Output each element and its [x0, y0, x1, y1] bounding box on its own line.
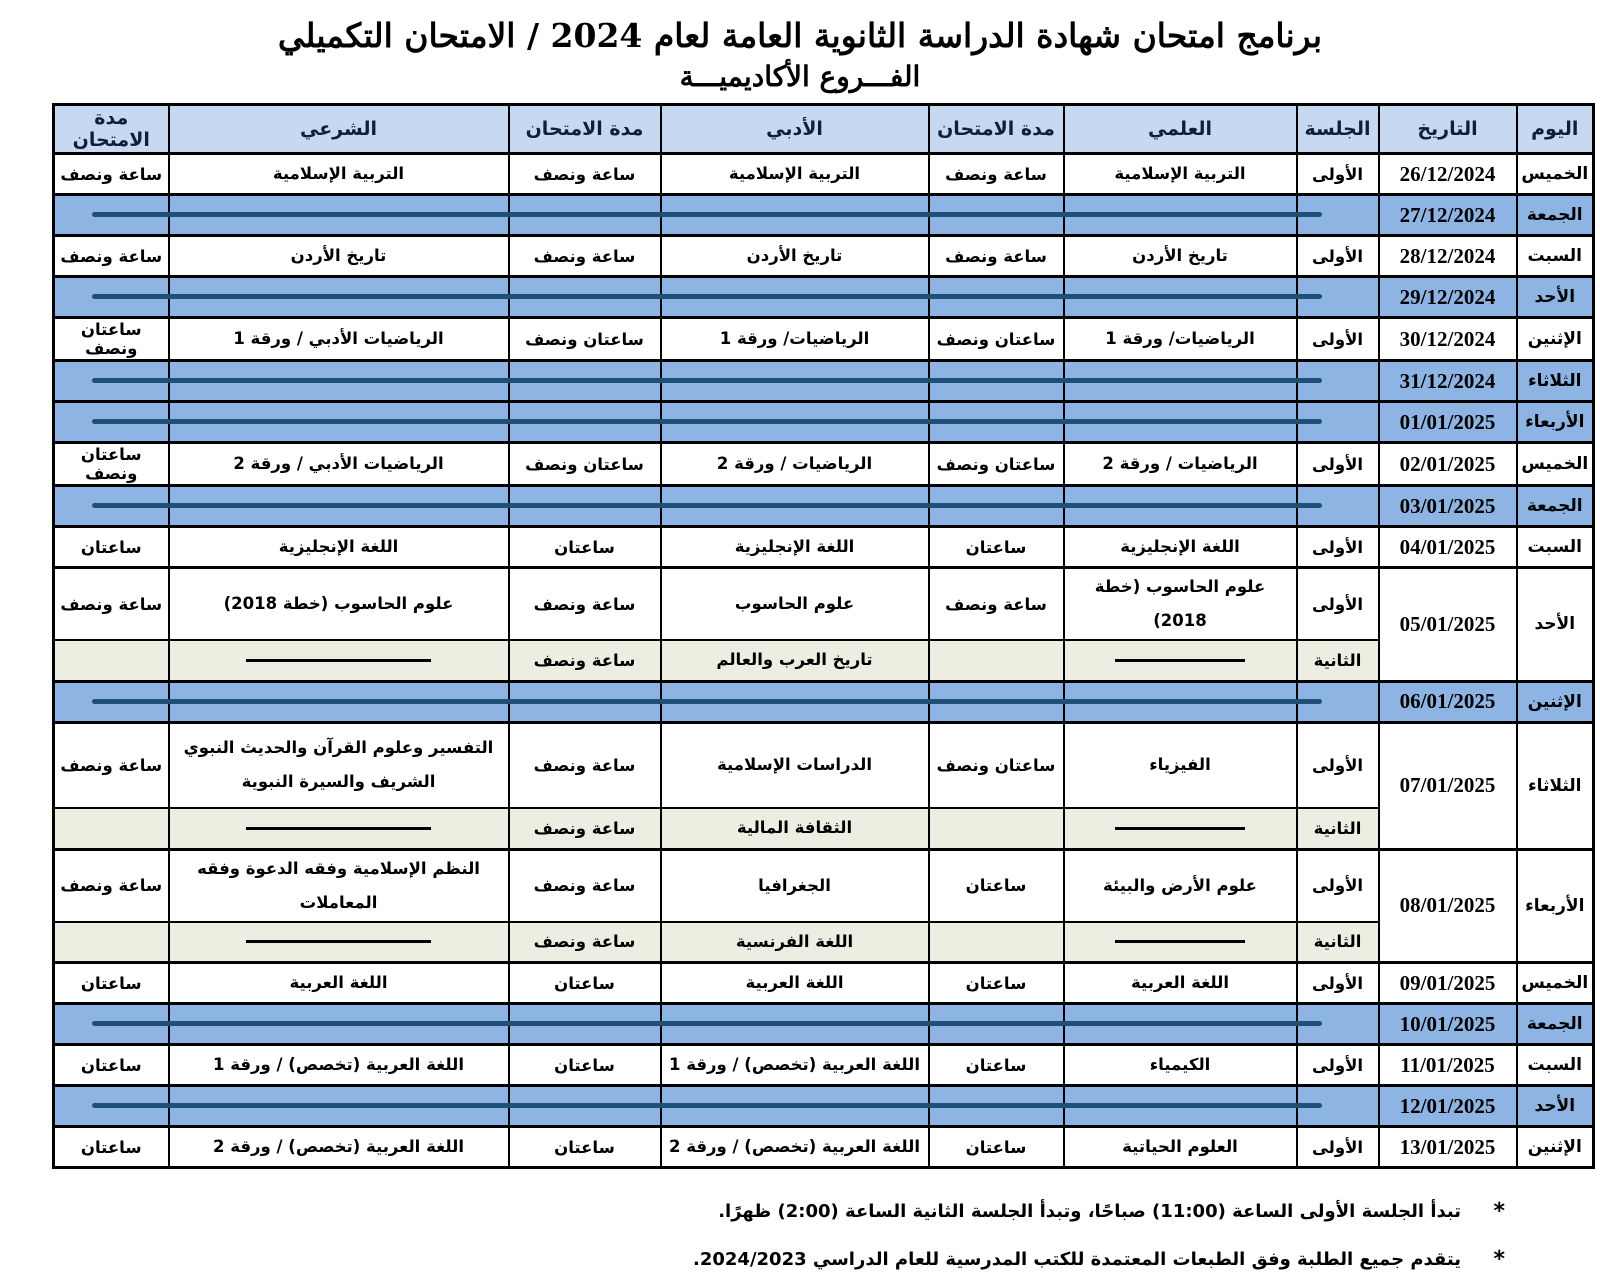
date-cell: 28/12/2024	[1379, 236, 1517, 277]
duration-cell-scientific	[929, 922, 1064, 963]
duration-cell-sharia: ساعتان	[54, 1045, 169, 1086]
date-cell: 04/01/2025	[1379, 527, 1517, 568]
date-cell: 13/01/2025	[1379, 1127, 1517, 1168]
duration-cell-scientific: ساعتان ونصف	[929, 318, 1064, 361]
subject-cell-sharia	[169, 922, 509, 963]
subject-cell-sharia: اللغة العربية (تخصص) / ورقة 2	[169, 1127, 509, 1168]
date-cell: 29/12/2024	[1379, 277, 1517, 318]
duration-cell-literary: ساعة ونصف	[509, 722, 661, 808]
duration-cell-scientific: ساعتان ونصف	[929, 722, 1064, 808]
exam-row	[54, 443, 1594, 486]
subject-cell-scientific: علوم الحاسوب (خطة 2018)	[1064, 568, 1297, 641]
subject-cell-literary: الجغرافيا	[661, 849, 929, 922]
session-cell: الأولى	[1297, 236, 1379, 277]
day-cell: الإثنين	[1517, 681, 1594, 722]
session-cell: الأولى	[1297, 849, 1379, 922]
date-cell: 11/01/2025	[1379, 1045, 1517, 1086]
holiday-line	[92, 503, 1322, 508]
date-cell: 01/01/2025	[1379, 402, 1517, 443]
duration-cell-sharia	[54, 808, 169, 849]
subject-cell-scientific: تاريخ الأردن	[1064, 236, 1297, 277]
exam-row	[54, 722, 1594, 808]
duration-cell-scientific: ساعتان	[929, 527, 1064, 568]
exam-row	[54, 1127, 1594, 1168]
date-cell: 06/01/2025	[1379, 681, 1517, 722]
duration-cell-sharia: ساعتان	[54, 963, 169, 1004]
subject-cell-scientific	[1064, 808, 1297, 849]
document-title	[0, 0, 1600, 96]
duration-cell-literary: ساعة ونصف	[509, 922, 661, 963]
duration-cell-literary: ساعة ونصف	[509, 808, 661, 849]
exam-schedule-table	[52, 103, 1595, 1169]
duration-cell-sharia: ساعة ونصف	[54, 722, 169, 808]
date-cell: 27/12/2024	[1379, 195, 1517, 236]
date-cell: 07/01/2025	[1379, 722, 1517, 849]
day-cell: السبت	[1517, 527, 1594, 568]
date-cell: 30/12/2024	[1379, 318, 1517, 361]
subject-cell-scientific: اللغة العربية	[1064, 963, 1297, 1004]
duration-cell-literary: ساعة ونصف	[509, 849, 661, 922]
session-cell: الأولى	[1297, 1045, 1379, 1086]
duration-cell-literary: ساعة ونصف	[509, 568, 661, 641]
subject-cell-literary: الرياضيات/ ورقة 1	[661, 318, 929, 361]
table-header-row	[54, 105, 1594, 154]
column-header-1: التاريخ	[1379, 105, 1517, 154]
duration-cell-sharia	[54, 922, 169, 963]
day-cell: السبت	[1517, 1045, 1594, 1086]
subject-cell-sharia: علوم الحاسوب (خطة 2018)	[169, 568, 509, 641]
duration-cell-sharia: ساعة ونصف	[54, 236, 169, 277]
date-cell: 02/01/2025	[1379, 443, 1517, 486]
footnotes	[0, 1199, 1505, 1273]
subject-cell-scientific: اللغة الإنجليزية	[1064, 527, 1297, 568]
subject-cell-sharia: الرياضيات الأدبي / ورقة 1	[169, 318, 509, 361]
subject-cell-sharia: التفسير وعلوم القرآن والحديث النبوي الشريف والسيرة النبوية	[169, 722, 509, 808]
exam-row	[54, 922, 1594, 963]
exam-row	[54, 1045, 1594, 1086]
subject-cell-scientific: علوم الأرض والبيئة	[1064, 849, 1297, 922]
subject-cell-scientific	[1064, 640, 1297, 681]
dash-line	[246, 827, 431, 830]
duration-cell-scientific: ساعتان	[929, 1045, 1064, 1086]
subject-cell-scientific: الرياضيات / ورقة 2	[1064, 443, 1297, 486]
duration-cell-scientific: ساعة ونصف	[929, 154, 1064, 195]
session-cell: الثانية	[1297, 808, 1379, 849]
duration-cell-scientific	[929, 640, 1064, 681]
date-cell: 12/01/2025	[1379, 1086, 1517, 1127]
duration-cell-scientific: ساعتان ونصف	[929, 443, 1064, 486]
subject-cell-literary: الثقافة المالية	[661, 808, 929, 849]
exam-row	[54, 318, 1594, 361]
subject-cell-literary: اللغة العربية (تخصص) / ورقة 2	[661, 1127, 929, 1168]
duration-cell-scientific: ساعة ونصف	[929, 568, 1064, 641]
footnote-1	[0, 1199, 1505, 1225]
column-header-3: العلمي	[1064, 105, 1297, 154]
duration-cell-literary: ساعة ونصف	[509, 154, 661, 195]
exam-row	[54, 849, 1594, 922]
asterisk-marker: *	[1493, 1247, 1505, 1272]
footnote-2-text: يتقدم جميع الطلبة وفق الطبعات المعتمدة للكتب المدرسية للعام الدراسي 2024/2023.	[693, 1249, 1461, 1270]
subject-cell-scientific: الفيزياء	[1064, 722, 1297, 808]
date-cell: 10/01/2025	[1379, 1004, 1517, 1045]
title-line-2: الفـــروع الأكاديميـــة	[679, 60, 921, 93]
subject-cell-sharia	[169, 640, 509, 681]
duration-cell-scientific: ساعتان	[929, 849, 1064, 922]
day-cell: الخميس	[1517, 154, 1594, 195]
duration-cell-literary: ساعتان ونصف	[509, 318, 661, 361]
day-cell: الخميس	[1517, 963, 1594, 1004]
dash-line	[246, 659, 431, 662]
session-cell: الأولى	[1297, 443, 1379, 486]
subject-cell-sharia: التربية الإسلامية	[169, 154, 509, 195]
duration-cell-literary: ساعتان	[509, 1127, 661, 1168]
subject-cell-sharia: تاريخ الأردن	[169, 236, 509, 277]
exam-row	[54, 808, 1594, 849]
duration-cell-scientific	[929, 808, 1064, 849]
column-header-4: مدة الامتحان	[929, 105, 1064, 154]
subject-cell-sharia: الرياضيات الأدبي / ورقة 2	[169, 443, 509, 486]
asterisk-marker: *	[1493, 1199, 1505, 1224]
subject-cell-sharia	[169, 808, 509, 849]
duration-cell-sharia: ساعة ونصف	[54, 154, 169, 195]
day-cell: الثلاثاء	[1517, 722, 1594, 849]
subject-cell-literary: الدراسات الإسلامية	[661, 722, 929, 808]
day-cell: الخميس	[1517, 443, 1594, 486]
session-cell: الثانية	[1297, 640, 1379, 681]
exam-row	[54, 527, 1594, 568]
day-cell: الأربعاء	[1517, 849, 1594, 963]
duration-cell-scientific: ساعتان	[929, 963, 1064, 1004]
exam-row	[54, 640, 1594, 681]
footnote-1-text: تبدأ الجلسة الأولى الساعة (11:00) صباحًا، وتبدأ الجلسة الثانية الساعة (2:00) ظهرًا.	[718, 1201, 1461, 1222]
date-cell: 03/01/2025	[1379, 486, 1517, 527]
session-cell: الأولى	[1297, 318, 1379, 361]
column-header-6: مدة الامتحان	[509, 105, 661, 154]
dash-line	[1115, 659, 1246, 662]
session-cell: الأولى	[1297, 1127, 1379, 1168]
duration-cell-scientific: ساعة ونصف	[929, 236, 1064, 277]
date-cell: 09/01/2025	[1379, 963, 1517, 1004]
schedule-table-wrapper	[55, 103, 1595, 1169]
exam-row	[54, 568, 1594, 641]
column-header-5: الأدبي	[661, 105, 929, 154]
title-line-1: برنامج امتحان شهادة الدراسة الثانوية العامة لعام 2024 / الامتحان التكميلي	[277, 16, 1323, 55]
session-cell: الأولى	[1297, 527, 1379, 568]
duration-cell-sharia: ساعتان	[54, 527, 169, 568]
duration-cell-literary: ساعتان	[509, 527, 661, 568]
duration-cell-sharia: ساعة ونصف	[54, 568, 169, 641]
day-cell: الجمعة	[1517, 195, 1594, 236]
holiday-line	[92, 378, 1322, 383]
holiday-line	[92, 699, 1322, 704]
day-cell: الأحد	[1517, 277, 1594, 318]
subject-cell-scientific: الرياضيات/ ورقة 1	[1064, 318, 1297, 361]
dash-line	[246, 940, 431, 943]
subject-cell-scientific: التربية الإسلامية	[1064, 154, 1297, 195]
duration-cell-sharia: ساعة ونصف	[54, 849, 169, 922]
footnote-2	[0, 1247, 1505, 1273]
exam-row	[54, 154, 1594, 195]
column-header-2: الجلسة	[1297, 105, 1379, 154]
day-cell: الأحد	[1517, 1086, 1594, 1127]
duration-cell-literary: ساعتان	[509, 1045, 661, 1086]
session-cell: الثانية	[1297, 922, 1379, 963]
subject-cell-literary: التربية الإسلامية	[661, 154, 929, 195]
duration-cell-literary: ساعتان	[509, 963, 661, 1004]
day-cell: الإثنين	[1517, 318, 1594, 361]
subject-cell-sharia: اللغة العربية (تخصص) / ورقة 1	[169, 1045, 509, 1086]
duration-cell-sharia: ساعتان ونصف	[54, 443, 169, 486]
exam-row	[54, 963, 1594, 1004]
duration-cell-literary: ساعة ونصف	[509, 640, 661, 681]
day-cell: الجمعة	[1517, 486, 1594, 527]
day-cell: الأحد	[1517, 568, 1594, 682]
column-header-0: اليوم	[1517, 105, 1594, 154]
day-cell: الجمعة	[1517, 1004, 1594, 1045]
day-cell: السبت	[1517, 236, 1594, 277]
duration-cell-literary: ساعتان ونصف	[509, 443, 661, 486]
date-cell: 05/01/2025	[1379, 568, 1517, 682]
day-cell: الأربعاء	[1517, 402, 1594, 443]
subject-cell-literary: اللغة الإنجليزية	[661, 527, 929, 568]
duration-cell-sharia: ساعتان ونصف	[54, 318, 169, 361]
subject-cell-scientific: العلوم الحياتية	[1064, 1127, 1297, 1168]
subject-cell-scientific	[1064, 922, 1297, 963]
holiday-line	[92, 212, 1322, 217]
subject-cell-literary: الرياضيات / ورقة 2	[661, 443, 929, 486]
subject-cell-literary: علوم الحاسوب	[661, 568, 929, 641]
subject-cell-literary: اللغة العربية (تخصص) / ورقة 1	[661, 1045, 929, 1086]
dash-line	[1115, 940, 1246, 943]
exam-row	[54, 236, 1594, 277]
subject-cell-literary: تاريخ الأردن	[661, 236, 929, 277]
table-body	[54, 154, 1594, 1168]
session-cell: الأولى	[1297, 568, 1379, 641]
holiday-line	[92, 1103, 1322, 1108]
dash-line	[1115, 827, 1246, 830]
subject-cell-sharia: اللغة العربية	[169, 963, 509, 1004]
column-header-8: مدة الامتحان	[54, 105, 169, 154]
duration-cell-sharia: ساعتان	[54, 1127, 169, 1168]
column-header-7: الشرعي	[169, 105, 509, 154]
day-cell: الثلاثاء	[1517, 361, 1594, 402]
session-cell: الأولى	[1297, 722, 1379, 808]
duration-cell-scientific: ساعتان	[929, 1127, 1064, 1168]
subject-cell-literary: تاريخ العرب والعالم	[661, 640, 929, 681]
subject-cell-sharia: النظم الإسلامية وفقه الدعوة وفقه المعاملات	[169, 849, 509, 922]
duration-cell-sharia	[54, 640, 169, 681]
session-cell: الأولى	[1297, 154, 1379, 195]
subject-cell-literary: اللغة الفرنسية	[661, 922, 929, 963]
subject-cell-literary: اللغة العربية	[661, 963, 929, 1004]
holiday-line	[92, 419, 1322, 424]
date-cell: 31/12/2024	[1379, 361, 1517, 402]
holiday-line	[92, 1021, 1322, 1026]
duration-cell-literary: ساعة ونصف	[509, 236, 661, 277]
holiday-line	[92, 294, 1322, 299]
session-cell: الأولى	[1297, 963, 1379, 1004]
subject-cell-scientific: الكيمياء	[1064, 1045, 1297, 1086]
subject-cell-sharia: اللغة الإنجليزية	[169, 527, 509, 568]
date-cell: 08/01/2025	[1379, 849, 1517, 963]
date-cell: 26/12/2024	[1379, 154, 1517, 195]
day-cell: الإثنين	[1517, 1127, 1594, 1168]
